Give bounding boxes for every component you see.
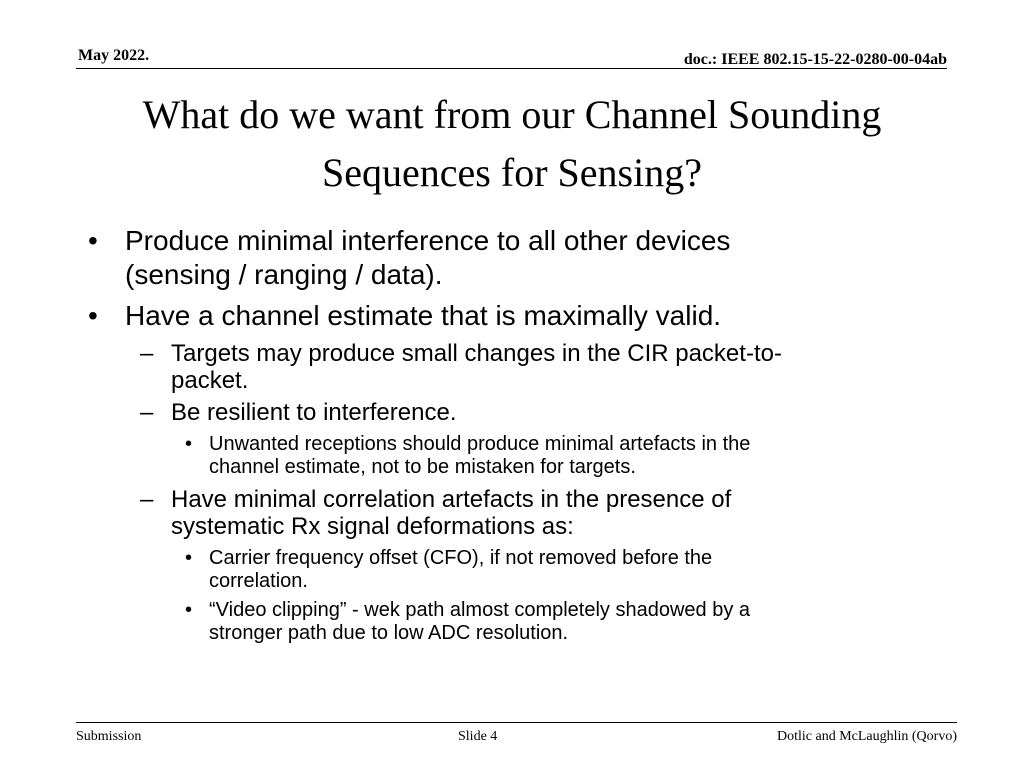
bullet-text-line: Produce minimal interference to all other devices	[125, 225, 731, 256]
bullet-marker: •	[185, 599, 193, 621]
bullet-item-level-2	[171, 399, 456, 426]
dash-marker: –	[140, 486, 154, 513]
bullet-text-line: Carrier frequency offset (CFO), if not removed before the	[209, 547, 713, 569]
bullet-marker: •	[88, 225, 98, 256]
slide-title-line-2: Sequences for Sensing?	[322, 150, 702, 195]
bullet-text-line: Be resilient to interference.	[171, 399, 457, 426]
slide-title-line-1: What do we want from our Channel Sounding	[142, 92, 882, 137]
bullet-text-line: “Video clipping” - wek path almost completely shadowed by a	[209, 599, 751, 621]
footer-submission: Submission	[76, 729, 142, 744]
bullet-item-level-3	[209, 599, 750, 645]
bullet-text-line: correlation.	[209, 570, 308, 592]
bullet-text-line: Unwanted receptions should produce minimal artefacts in the	[209, 433, 751, 455]
bullet-item-level-3	[209, 547, 712, 593]
bullet-text-line: Have a channel estimate that is maximally valid.	[125, 300, 722, 331]
bullet-text-line: (sensing / ranging / data).	[125, 259, 443, 290]
bullet-text-line: Have minimal correlation artefacts in the presence of	[171, 486, 732, 513]
bullet-item-level-2	[171, 340, 782, 394]
bullet-text-line: stronger path due to low ADC resolution.	[209, 622, 569, 644]
footer-slide-number: Slide 4	[458, 729, 498, 744]
bullet-marker: •	[185, 433, 193, 455]
bullet-item-level-3	[209, 433, 750, 479]
footer-authors: Dotlic and McLaughlin (Qorvo)	[776, 729, 957, 744]
bullet-text-line: Targets may produce small changes in the CIR packet-to-	[171, 340, 782, 367]
header-date: May 2022.	[78, 47, 150, 64]
footer-divider	[76, 722, 957, 723]
bullet-text-line: systematic Rx signal deformations as:	[171, 513, 574, 540]
bullet-text-line: channel estimate, not to be mistaken for targets.	[209, 456, 636, 478]
bullet-item-level-1	[125, 299, 721, 333]
dash-marker: –	[140, 340, 154, 367]
dash-marker: –	[140, 399, 154, 426]
bullet-item-level-2	[171, 486, 731, 540]
bullet-item-level-1	[125, 224, 730, 292]
bullet-marker: •	[88, 300, 98, 331]
bullet-marker: •	[185, 547, 193, 569]
bullet-text-line: packet.	[171, 367, 249, 394]
header-document-id: doc.: IEEE 802.15-15-22-0280-00-04ab	[683, 51, 947, 68]
